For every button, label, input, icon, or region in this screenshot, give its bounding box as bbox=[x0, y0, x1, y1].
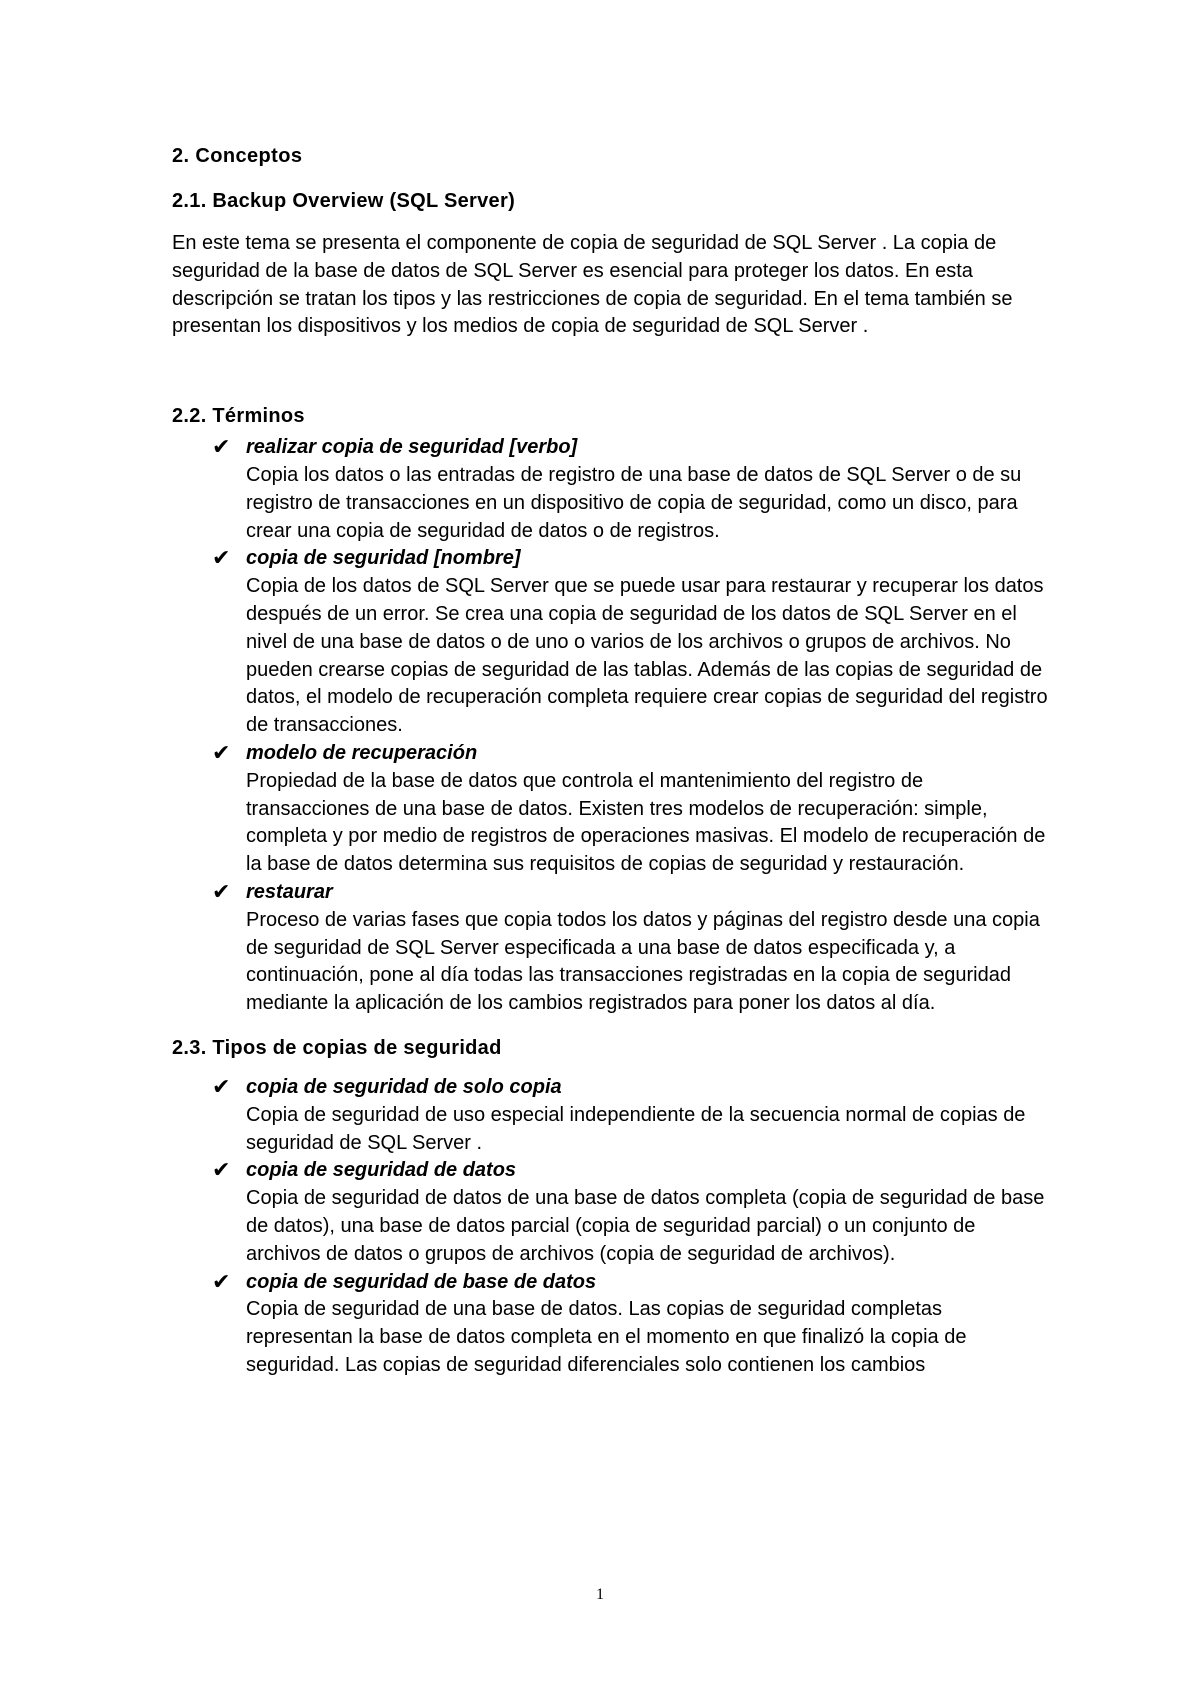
spacer bbox=[172, 341, 1052, 402]
list-item bbox=[172, 740, 1052, 879]
check-mark-icon: ✔ bbox=[212, 1269, 231, 1295]
term-definition: Copia de los datos de SQL Server que se puede usar para restaurar y recuperar los datos después de un error. Se crea una copia de seguridad de los datos de SQL Server en el nivel de una base de datos o de uno o varios de los archivos o grupos de archivos. No pueden crearse copias de seguridad de las tablas. Además de las copias de seguridad de datos, el modelo de recuperación completa requiere crear copias de seguridad del registro de transacciones. bbox=[246, 575, 1048, 737]
spacer bbox=[172, 1018, 1052, 1034]
page-number: 1 bbox=[596, 1586, 604, 1603]
check-mark-icon: ✔ bbox=[212, 740, 231, 766]
list-item bbox=[172, 1157, 1052, 1268]
term-definition: Copia de seguridad de datos de una base de datos completa (copia de seguridad de base de datos), una base de datos parcial (copia de seguridad parcial) o un conjunto de archivos de datos o grupos de archivos (copia de seguridad de archivos). bbox=[246, 1187, 1045, 1265]
term-label: copia de seguridad de datos bbox=[246, 1159, 517, 1182]
term-label: restaurar bbox=[246, 880, 333, 903]
term-definition: Copia de seguridad de uso especial independiente de la secuencia normal de copias de seguridad de SQL Server . bbox=[246, 1103, 1026, 1154]
term-definition: Proceso de varias fases que copia todos los datos y páginas del registro desde una copia de seguridad de SQL Server especificada a una base de datos especificada y, a continuación, pone al día todas las transacciones registradas en la copia de seguridad mediante la aplicación de los cambios registrados para poner los datos al día. bbox=[246, 908, 1040, 1015]
list-item bbox=[172, 434, 1052, 545]
document-page bbox=[172, 142, 1052, 1380]
check-mark-icon: ✔ bbox=[212, 435, 231, 461]
term-label: copia de seguridad [nombre] bbox=[246, 547, 521, 570]
terms-title: 2.2. Términos bbox=[172, 405, 305, 428]
check-mark-icon: ✔ bbox=[212, 879, 231, 905]
list-item bbox=[172, 1074, 1052, 1157]
types-list bbox=[172, 1074, 1052, 1380]
list-item bbox=[172, 545, 1052, 740]
term-definition: Propiedad de la base de datos que controla el mantenimiento del registro de transacciones de una base de datos. Existen tres modelos de recuperación: simple, completa y por medio de registros de operaciones masivas. El modelo de recuperación de la base de datos determina sus requisitos de copias de seguridad y restauración. bbox=[246, 769, 1046, 876]
list-item bbox=[172, 879, 1052, 1018]
term-label: modelo de recuperación bbox=[246, 741, 478, 764]
check-mark-icon: ✔ bbox=[212, 1158, 231, 1184]
term-label: copia de seguridad de base de datos bbox=[246, 1270, 597, 1293]
types-title: 2.3. Tipos de copias de seguridad bbox=[172, 1036, 502, 1059]
overview-title: 2.1. Backup Overview (SQL Server) bbox=[172, 190, 516, 212]
list-item bbox=[172, 1269, 1052, 1380]
check-mark-icon: ✔ bbox=[212, 546, 231, 572]
term-definition: Copia de seguridad de una base de datos. Las copias de seguridad completas representan la base de datos completa en el momento en que finalizó la copia de seguridad. Las copias de seguridad diferenciales solo contienen los cambios bbox=[246, 1298, 967, 1376]
section-title: 2. Conceptos bbox=[172, 145, 303, 167]
term-label: copia de seguridad de solo copia bbox=[246, 1075, 562, 1098]
terms-list bbox=[172, 434, 1052, 1018]
term-definition: Copia los datos o las entradas de registro de una base de datos de SQL Server o de su registro de transacciones en un dispositivo de copia de seguridad, como un disco, para crear una copia de seguridad de datos o de registros. bbox=[246, 463, 1022, 542]
check-mark-icon: ✔ bbox=[212, 1074, 231, 1100]
overview-paragraph: En este tema se presenta el componente de copia de seguridad de SQL Server . La copia de seguridad de la base de datos de SQL Server es esencial para proteger los datos. En esta descripción se tratan los tipos y las restricciones de copia de seguridad. En el tema también se presentan los dispositivos y los medios de copia de seguridad de SQL Server . bbox=[172, 232, 1013, 338]
term-label: realizar copia de seguridad [verbo] bbox=[246, 436, 578, 459]
